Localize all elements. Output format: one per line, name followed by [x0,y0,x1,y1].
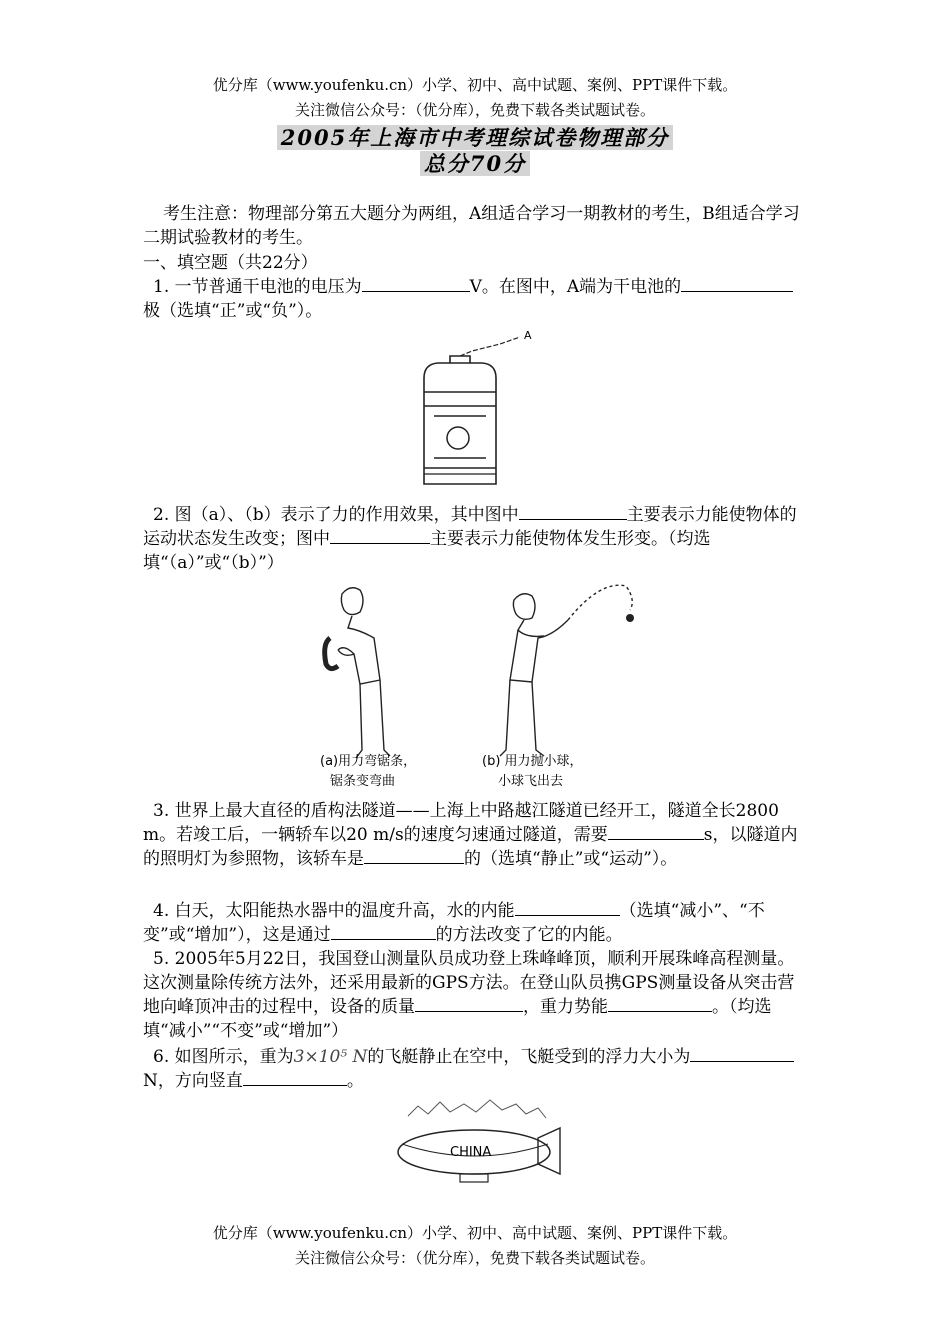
airship-figure [388,1098,568,1198]
q2-text-c: 主要表示力能使物体发生形变。（均选填“（a）”或“（b）”） [143,529,711,573]
q6-text-c: N，方向竖直 [143,1071,243,1091]
question-4 [143,899,808,947]
airship-tail [538,1128,560,1174]
question-2 [143,503,808,575]
caption-b-line-1: (b) 用力抛小球， [482,754,583,769]
q1-blank-1[interactable] [362,275,470,292]
question-6 [143,1045,808,1093]
caption-b-line-2: 小球飞出去 [498,774,564,789]
airship-label: CHINA [450,1145,492,1160]
battery-figure [410,326,550,496]
header-line-2: 关注微信公众号：（优分库），免费下载各类试题试卷。 [294,101,655,119]
q4-text-c: 的方法改变了它的内能。 [435,925,623,945]
q3-text-a: 3. 世界上最大直径的盾构法隧道——上海上中路越江隧道已经开工，隧道全长2800 m。若竣工后，一辆轿车以20 m/s的速度匀速通过隧道，需要 [143,801,779,845]
q2-text-b: 主要表示力能使物体的运动状态发生改变；图中 [143,505,797,549]
q1-text-c: 极（选填“正”或“负”）。 [143,301,323,321]
q4-blank-1[interactable] [515,899,620,916]
force-effects-figure [300,580,660,795]
q1-text-b: V。在图中，A端为干电池的 [469,277,682,297]
q6-blank-2[interactable] [243,1069,347,1086]
battery-body [424,363,496,484]
q3-blank-1[interactable] [608,823,704,840]
q1-blank-2[interactable] [681,275,793,292]
question-1 [143,275,808,323]
q6-text-a: 6. 如图所示，重为 [153,1047,294,1067]
q6-weight: 3×10⁵ N [293,1047,368,1067]
figure-b-person-throwing-ball [500,585,632,756]
q2-blank-1[interactable] [519,503,627,520]
footer-line-1: 优分库（www.youfenku.cn）小学、初中、高中试题、案例、PPT课件下载。 [212,1224,738,1242]
footer-line-2: 关注微信公众号：（优分库），免费下载各类试题试卷。 [294,1249,655,1267]
q4-blank-2[interactable] [331,923,436,940]
caption-a-line-2: 锯条变弯曲 [330,774,396,789]
battery-terminal [450,356,470,363]
q5-text-c: 。（均选填“减小”“不变”或“增加”） [143,997,772,1041]
q6-blank-1[interactable] [690,1045,794,1062]
q6-text-d: 。 [346,1071,364,1091]
header-line-1: 优分库（www.youfenku.cn）小学、初中、高中试题、案例、PPT课件下载。 [212,76,738,94]
q4-text-b: （选填“减小”、“不变”或“增加”），这是通过 [143,901,765,945]
q2-blank-2[interactable] [330,527,430,544]
q3-blank-2[interactable] [364,847,464,864]
caption-a-line-1: (a)用力弯锯条， [320,754,417,769]
label-A-leader [460,337,520,356]
q5-blank-2[interactable] [608,995,712,1012]
label-A: A [524,329,532,342]
q5-blank-1[interactable] [415,995,523,1012]
q5-text-b: ，重力势能 [523,997,608,1017]
ball [626,614,634,622]
q3-text-b: s，以隧道内的照明灯为参照物，该轿车是 [143,825,798,869]
airship-gondola [460,1174,488,1182]
figure-a-person-bending-saw [325,588,390,758]
q5-text-a: 5. 2005年5月22日，我国登山测量队员成功登上珠峰峰顶，顺利开展珠峰高程测量。这次测量除传统方法外，还采用最新的GPS方法。在登山队员携GPS测量设备从突击营地向峰顶冲击的过程中，设备的质量 [143,949,795,1017]
q2-text-a: 2. 图（a）、（b）表示了力的作用效果，其中图中 [153,505,519,525]
title-line-2: 总分70分 [420,151,530,176]
q4-text-a: 4. 白天，太阳能热水器中的温度升高，水的内能 [153,901,515,921]
q1-text-a: 1. 一节普通干电池的电压为 [153,277,362,297]
clouds [408,1100,546,1118]
battery-logo [447,427,469,449]
q6-text-b: 的飞艇静止在空中，飞艇受到的浮力大小为 [367,1047,691,1067]
page-subtitle [0,148,950,178]
title-line-1: 2005年上海市中考理综试卷物理部分 [277,125,673,150]
question-5 [143,947,808,1043]
q3-text-c: 的（选填“静止”或“运动”）。 [464,849,678,869]
question-3 [143,799,808,871]
exam-notice: 考生注意：物理部分第五大题分为两组，A组适合学习一期教材的考生，B组适合学习二期试验教材的考生。 [143,204,800,248]
section-heading: 一、填空题（共22分） [143,253,318,273]
